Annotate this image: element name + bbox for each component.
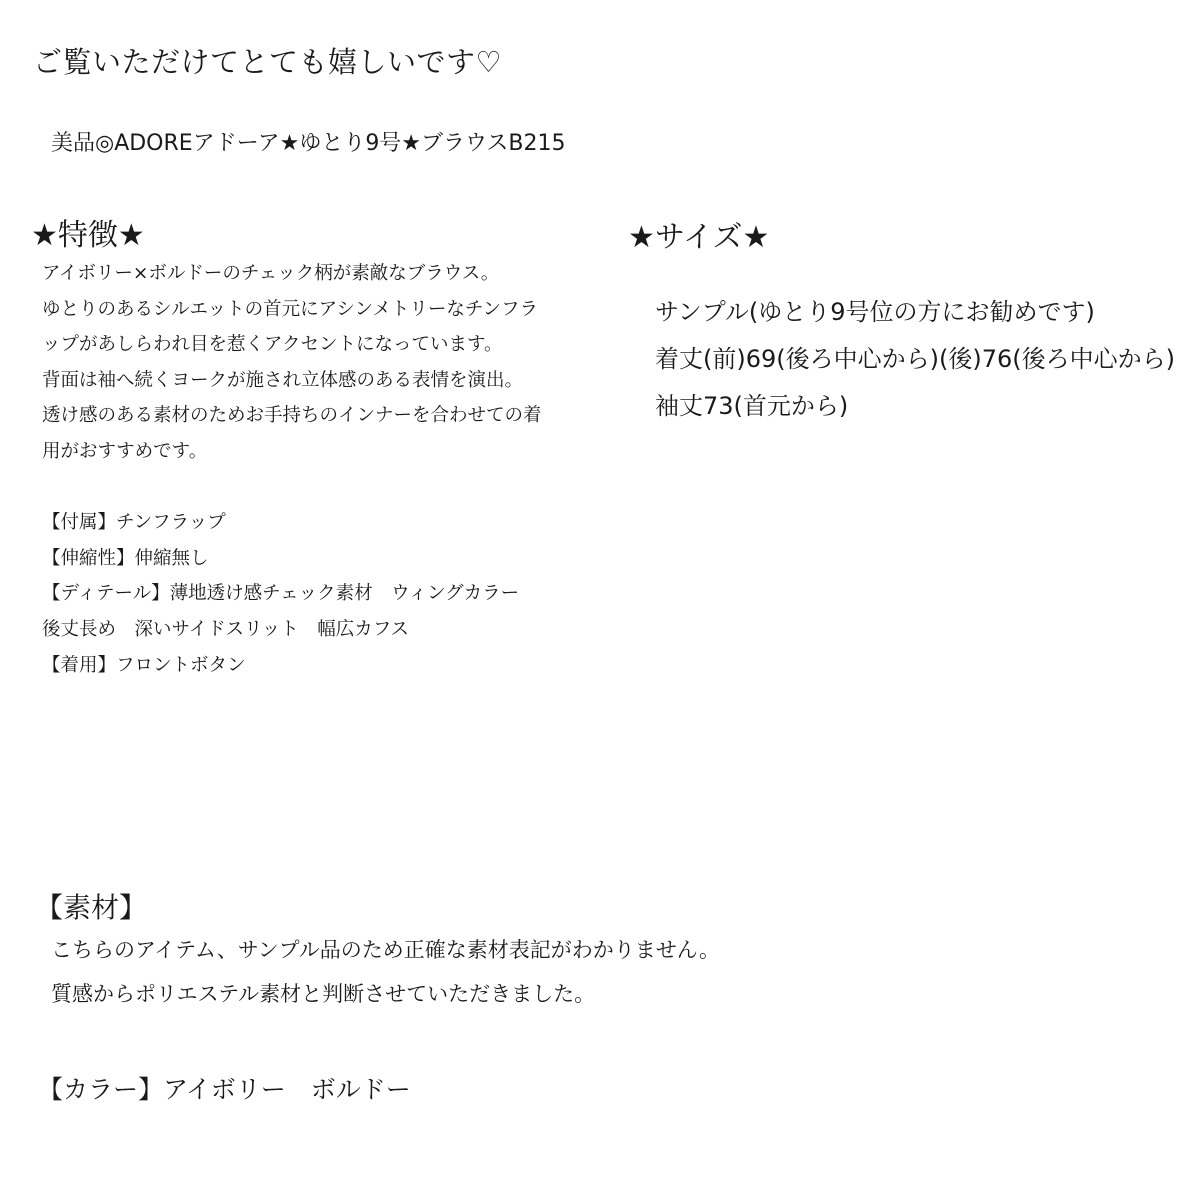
features-heading: ★特徴★ [31,218,145,253]
material-line: 質感からポリエステル素材と判断させていただきました。 [51,982,596,1006]
size-heading: ★サイズ★ [628,220,770,255]
size-line: 袖丈73(首元から) [655,392,849,420]
detail-wearing: 【着用】フロントボタン [42,654,246,676]
color-info: 【カラー】アイボリー ボルドー [38,1075,411,1104]
material-description [51,928,720,1016]
features-line: 背面は袖へ続くヨークが施され立体感のある表情を演出。 [42,369,524,391]
features-line: ゆとりのあるシルエットの首元にアシンメトリーなチンフラ [42,298,538,320]
features-line: 透け感のある素材のためお手持ちのインナーを合わせての着 [42,405,542,427]
spacer [42,470,542,506]
material-line: こちらのアイテム、サンプル品のため正確な素材表記がわかりません。 [51,938,721,962]
detail-accessories: 【付属】チンフラップ [42,512,226,534]
detail-details-continued: 後丈長め 深いサイドスリット 幅広カフス [42,618,410,640]
features-description [42,256,542,683]
size-details [655,289,1175,430]
greeting-text: ご覧いただけてとても嬉しいです♡ [33,45,502,79]
size-line: サンプル(ゆとり9号位の方にお勧めです) [655,298,1095,326]
product-title: 美品◎ADOREアドーア★ゆとり9号★ブラウスB215 [51,131,566,156]
detail-stretch: 【伸縮性】伸縮無し [42,547,209,569]
size-line: 着丈(前)69(後ろ中心から)(後)76(後ろ中心から) [655,345,1175,373]
features-line: ップがあしらわれ目を惹くアクセントになっています。 [42,334,503,356]
features-line: アイボリー×ボルドーのチェック柄が素敵なブラウス。 [42,263,500,284]
detail-details: 【ディテール】薄地透け感チェック素材 ウィングカラー [42,583,520,605]
material-heading: 【素材】 [35,891,148,924]
features-line: 用がおすすめです。 [42,440,208,462]
